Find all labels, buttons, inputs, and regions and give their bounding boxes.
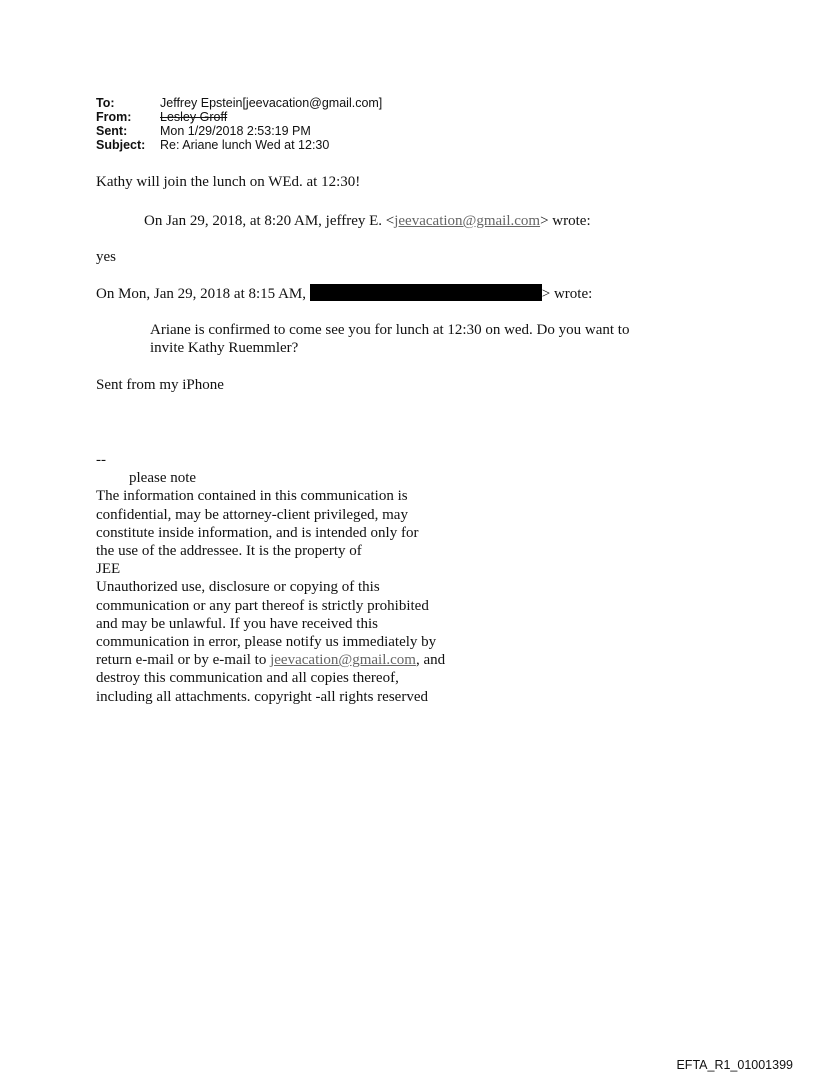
quote2-attribution xyxy=(96,284,592,303)
disclaimer-return-line xyxy=(96,651,445,669)
subject-label: Subject: xyxy=(96,138,146,152)
original-message xyxy=(150,321,629,357)
disclaimer-line: including all attachments. copyright -all rights reserved xyxy=(96,688,428,705)
sent-value: Mon 1/29/2018 2:53:19 PM xyxy=(160,124,311,138)
quote1-prefix: On Jan 29, 2018, at 8:20 AM, jeffrey E. < xyxy=(144,213,395,229)
disclaimer-block xyxy=(96,451,445,706)
disclaimer-line: Unauthorized use, disclosure or copying of this xyxy=(96,579,380,596)
header-from-row xyxy=(96,110,382,124)
disclaimer-line: The information contained in this communication is xyxy=(96,488,408,505)
quote1-suffix: > wrote: xyxy=(540,213,591,229)
quote1-attribution xyxy=(144,212,591,230)
disclaimer-line: confidential, may be attorney-client privileged, may xyxy=(96,506,408,523)
return-prefix: return e-mail or by e-mail to xyxy=(96,652,271,669)
reply-text: Kathy will join the lunch on WEd. at 12:30! xyxy=(96,174,361,190)
header-to-row xyxy=(96,96,382,110)
email-header xyxy=(96,96,382,152)
disclaimer-line: and may be unlawful. If you have received this xyxy=(96,615,378,632)
sent-label: Sent: xyxy=(96,124,128,138)
disclaimer-separator: -- xyxy=(96,452,106,468)
return-suffix: , and xyxy=(415,652,446,669)
original-line-1: Ariane is confirmed to come see you for lunch at 12:30 on wed. Do you want to xyxy=(150,322,630,338)
original-line-2: invite Kathy Ruemmler? xyxy=(150,340,299,356)
subject-value: Re: Ariane lunch Wed at 12:30 xyxy=(160,138,330,152)
disclaimer-line: destroy this communication and all copies thereof, xyxy=(96,670,399,687)
header-sent-row xyxy=(96,124,382,138)
from-label: From: xyxy=(96,110,132,124)
disclaimer-note: please note xyxy=(129,470,197,487)
document-id: EFTA_R1_01001399 xyxy=(676,1058,793,1072)
disclaimer-line: constitute inside information, and is intended only for xyxy=(96,524,419,541)
disclaimer-line: JEE xyxy=(96,561,121,578)
disclaimer-line: the use of the addressee. It is the property of xyxy=(96,543,362,560)
from-value: Lesley Groff xyxy=(160,110,228,124)
header-subject-row xyxy=(96,138,382,152)
yes-text: yes xyxy=(96,249,116,265)
quote2-suffix: > wrote: xyxy=(541,286,593,302)
disclaimer-line: communication or any part thereof is strictly prohibited xyxy=(96,597,429,614)
return-email-link[interactable]: jeevacation@gmail.com xyxy=(270,652,416,669)
to-value: Jeffrey Epstein[jeevacation@gmail.com] xyxy=(160,96,383,110)
signature-text: Sent from my iPhone xyxy=(96,377,224,393)
quote2-prefix: On Mon, Jan 29, 2018 at 8:15 AM, xyxy=(96,286,310,302)
disclaimer-line: communication in error, please notify us immediately by xyxy=(96,634,437,651)
to-label: To: xyxy=(96,96,115,110)
redaction-box xyxy=(310,284,542,301)
quote1-email-link[interactable]: jeevacation@gmail.com xyxy=(394,213,541,229)
